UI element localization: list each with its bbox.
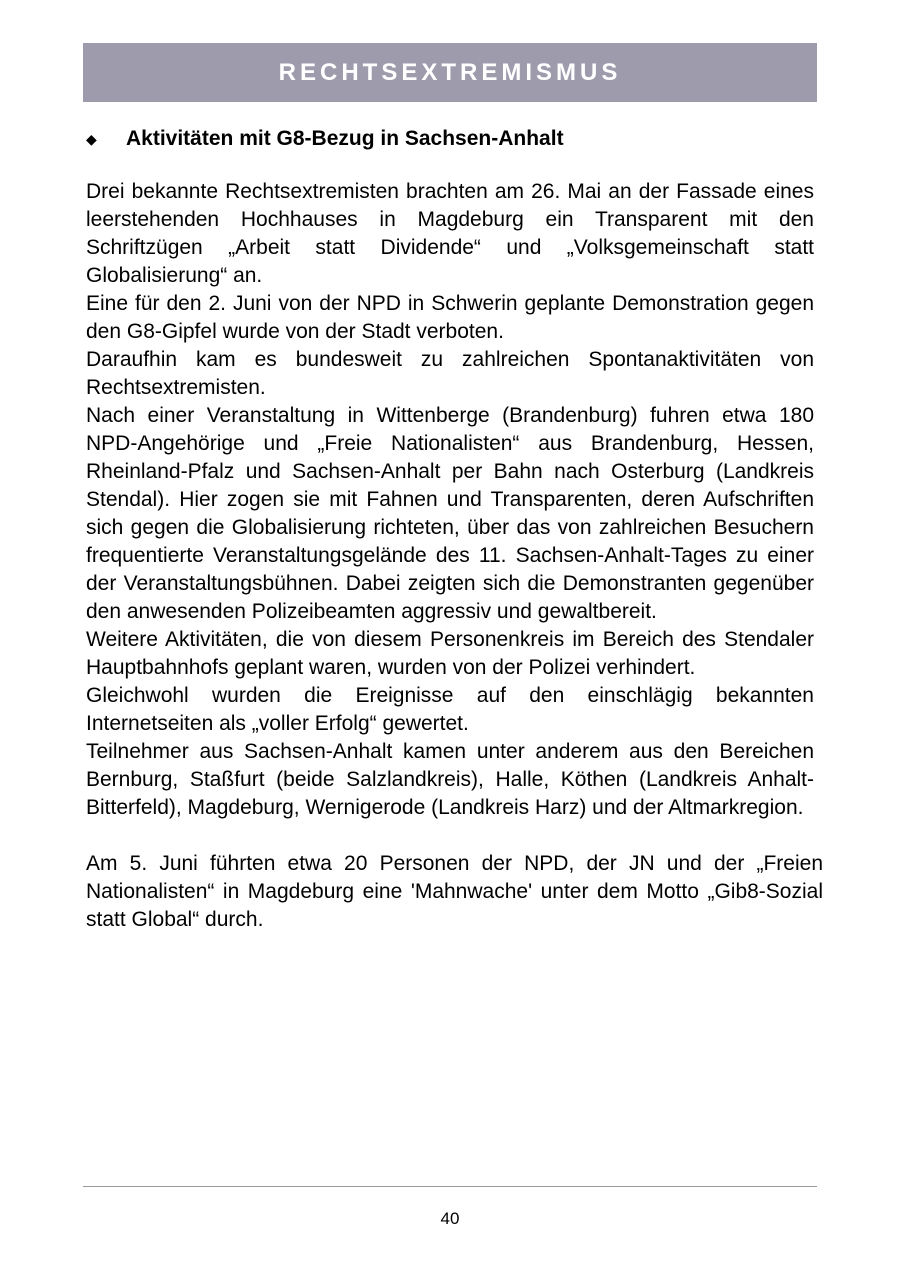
section-heading (86, 124, 816, 154)
diamond-bullet-icon: ◆ (86, 131, 97, 147)
paragraph-7: Teilnehmer aus Sachsen-Anhalt kamen unter anderem aus den Bereichen Bernburg, Staßfurt (beide Salzlandkreis), Halle, Köthen (Landkreis Anhalt-Bitterfeld), Magdeburg, Wernigerode (Landkreis Harz) und der Altmarkregion. (86, 740, 814, 819)
page-number: 40 (440, 1209, 460, 1228)
paragraph-5: Weitere Aktivitäten, die von diesem Personenkreis im Bereich des Stendaler Hauptbahnhofs geplant waren, wurden von der Polizei verhindert. (86, 628, 814, 679)
section-heading-text: Aktivitäten mit G8-Bezug in Sachsen-Anhalt (126, 127, 564, 150)
paragraph-3: Daraufhin kam es bundesweit zu zahlreichen Spontanaktivitäten von Rechtsextremisten. (86, 348, 814, 399)
page-header-title: RECHTSEXTREMISMUS (278, 58, 622, 86)
header-bar (83, 43, 817, 102)
paragraph-2: Eine für den 2. Juni von der NPD in Schwerin geplante Demonstration gegen den G8-Gipfel wurde von der Stadt verboten. (86, 292, 814, 343)
paragraph-8: Am 5. Juni führten etwa 20 Personen der NPD, der JN und der „Freien Nationalisten“ in Magdeburg eine 'Mahnwache' unter dem Motto „Gib8-Sozial statt Global“ durch. (86, 852, 823, 931)
paragraph-1: Drei bekannte Rechtsextremisten brachten am 26. Mai an der Fassade eines leerstehenden Hochhauses in Magdeburg ein Transparent mit den Schriftzügen „Arbeit statt Dividende“ und „Volksgemeinschaft statt Globalisierung“ an. (86, 180, 814, 287)
paragraph-6: Gleichwohl wurden die Ereignisse auf den einschlägig bekannten Internetseiten als „voller Erfolg“ gewertet. (86, 684, 814, 735)
paragraph-4: Nach einer Veranstaltung in Wittenberge (Brandenburg) fuhren etwa 180 NPD-Angehörige und „Freie Nationalisten“ aus Brandenburg, Hessen, Rheinland-Pfalz und Sachsen-Anhalt per Bahn nach Osterburg (Landkreis Stendal). Hier zogen sie mit Fahnen und Transparenten, deren Aufschriften sich gegen die Globalisierung richteten, über das von zahlreichen Besuchern frequentierte Veranstaltungsgelände des 11. Sachsen-Anhalt-Tages zu einer der Veranstaltungsbühnen. Dabei zeigten sich die Demonstranten gegenüber den anwesenden Polizeibeamten aggressiv und gewaltbereit. (86, 404, 814, 623)
body-text (86, 178, 823, 934)
footer-divider (83, 1186, 817, 1187)
